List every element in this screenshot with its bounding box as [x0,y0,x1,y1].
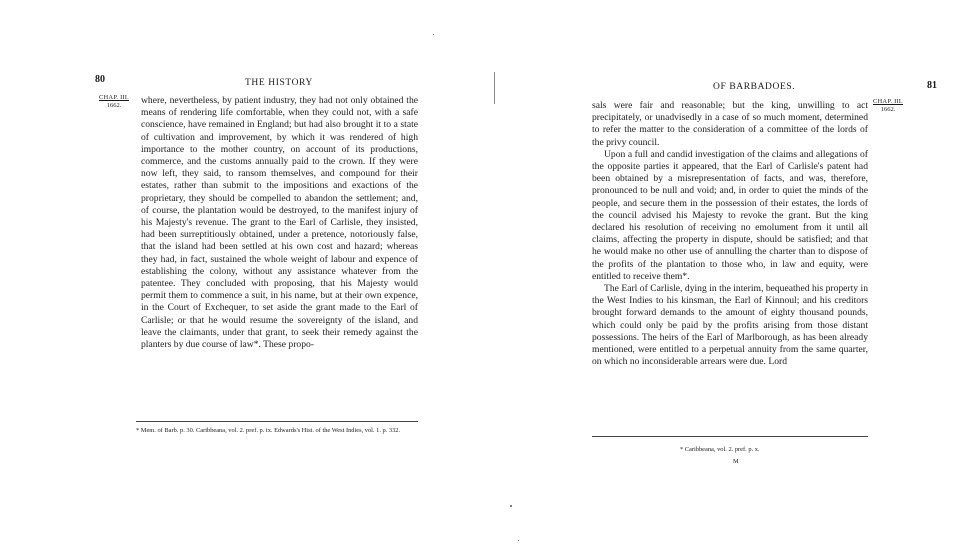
right-footnote-rule [592,436,868,437]
right-body-text [592,100,868,368]
scan-speck [433,34,434,35]
left-page-number: 80 [95,74,105,85]
scan-speck [518,540,519,541]
right-page-number: 81 [927,80,937,91]
left-body-text [141,95,418,351]
left-margin-chapter: CHAP. III. [99,94,129,101]
signature-mark: M [733,458,739,465]
left-margin-note [94,94,134,110]
right-margin-year: 1662. [880,106,896,113]
right-page [490,0,980,549]
right-footnote: * Caribbeana, vol. 2. pref. p. x. [680,446,760,453]
right-running-head: OF BARBADOES. [713,82,796,92]
left-footnote-rule [136,421,418,422]
left-paragraph: where, nevertheless, by patient industry, they had not only obtained the means of rendering life comfortable, when they could not, with a safe conscience, have remained in England; but had also brought it to a state of cultivation and improvement, by which it was rendered of high importance to the mother country, on account of its productions, commerce, and the customs annually paid to the crown. If they were now left, they said, to ransom themselves, and compound for their estates, rather than submit to the impositions and exactions of the proprietary, they should be compelled to abandon the settlement; and, of course, the plantation would be destroyed, to the manifest injury of his Majesty's revenue. The grant to the Earl of Carlisle, they insisted, had been surreptitiously obtained, under a pretence, notoriously false, that the island had been settled at his own cost and hazard; whereas they had, in fact, sustained the whole weight of labour and expence of establishing the colony, without any assistance whatever from the patentee. They concluded with proposing, that his Majesty would permit them to commence a suit, in his name, but at their own expence, in the Court of Exchequer, to set aside the grant made to the Earl of Carlisle; or that he would resume the sovereignty of the island, and leave the claimants, under that grant, to seek their remedy against the planters by due course of law*. These propo- [141,95,418,351]
scan-speck [510,505,512,507]
right-paragraph-3: The Earl of Carlisle, dying in the interim, bequeathed his property in the West Indies to his kinsman, the Earl of Kinnoul; and his creditors brought forward demands to the amount of eighty thousand pounds, which could only be paid by the profits arising from those distant possessions. The heirs of the Earl of Marlborough, as has been already mentioned, were entitled to a perpetual annuity from the same quarter, on which no inconsiderable arrears were due. Lord [592,283,868,368]
right-margin-note [868,98,908,114]
right-margin-chapter: CHAP. III. [873,98,903,105]
left-margin-year: 1662. [106,102,122,109]
right-paragraph-2: Upon a full and candid investigation of the claims and allegations of the opposite parties it appeared, that the Earl of Carlisle's patent had been obtained by a misrepresentation of facts, and was, therefore, pronounced to be null and void; and, in order to quiet the minds of the people, and secure them in the possession of their estates, the lords of the council advised his Majesty to revoke the grant. But the king declared his resolution of receiving no emolument from it until all claims, affecting the property in dispute, should be satisfied; and that he would make no other use of annulling the charter than to dispose of the profits of the plantation to those who, in law and equity, were entitled to receive them*. [592,148,868,282]
left-footnote: * Mem. of Barb. p. 30. Caribbeana, vol. 2. pref. p. ix. Edwards's Hist. of the West Indies, vol. 1. p. 332. [136,427,401,434]
left-running-head: THE HISTORY [245,78,313,88]
right-paragraph-1: sals were fair and reasonable; but the king, unwilling to act precipitately, or unadvisedly in a case of so much moment, determined to refer the matter to the consideration of a committee of the lords of the privy council. [592,100,868,148]
